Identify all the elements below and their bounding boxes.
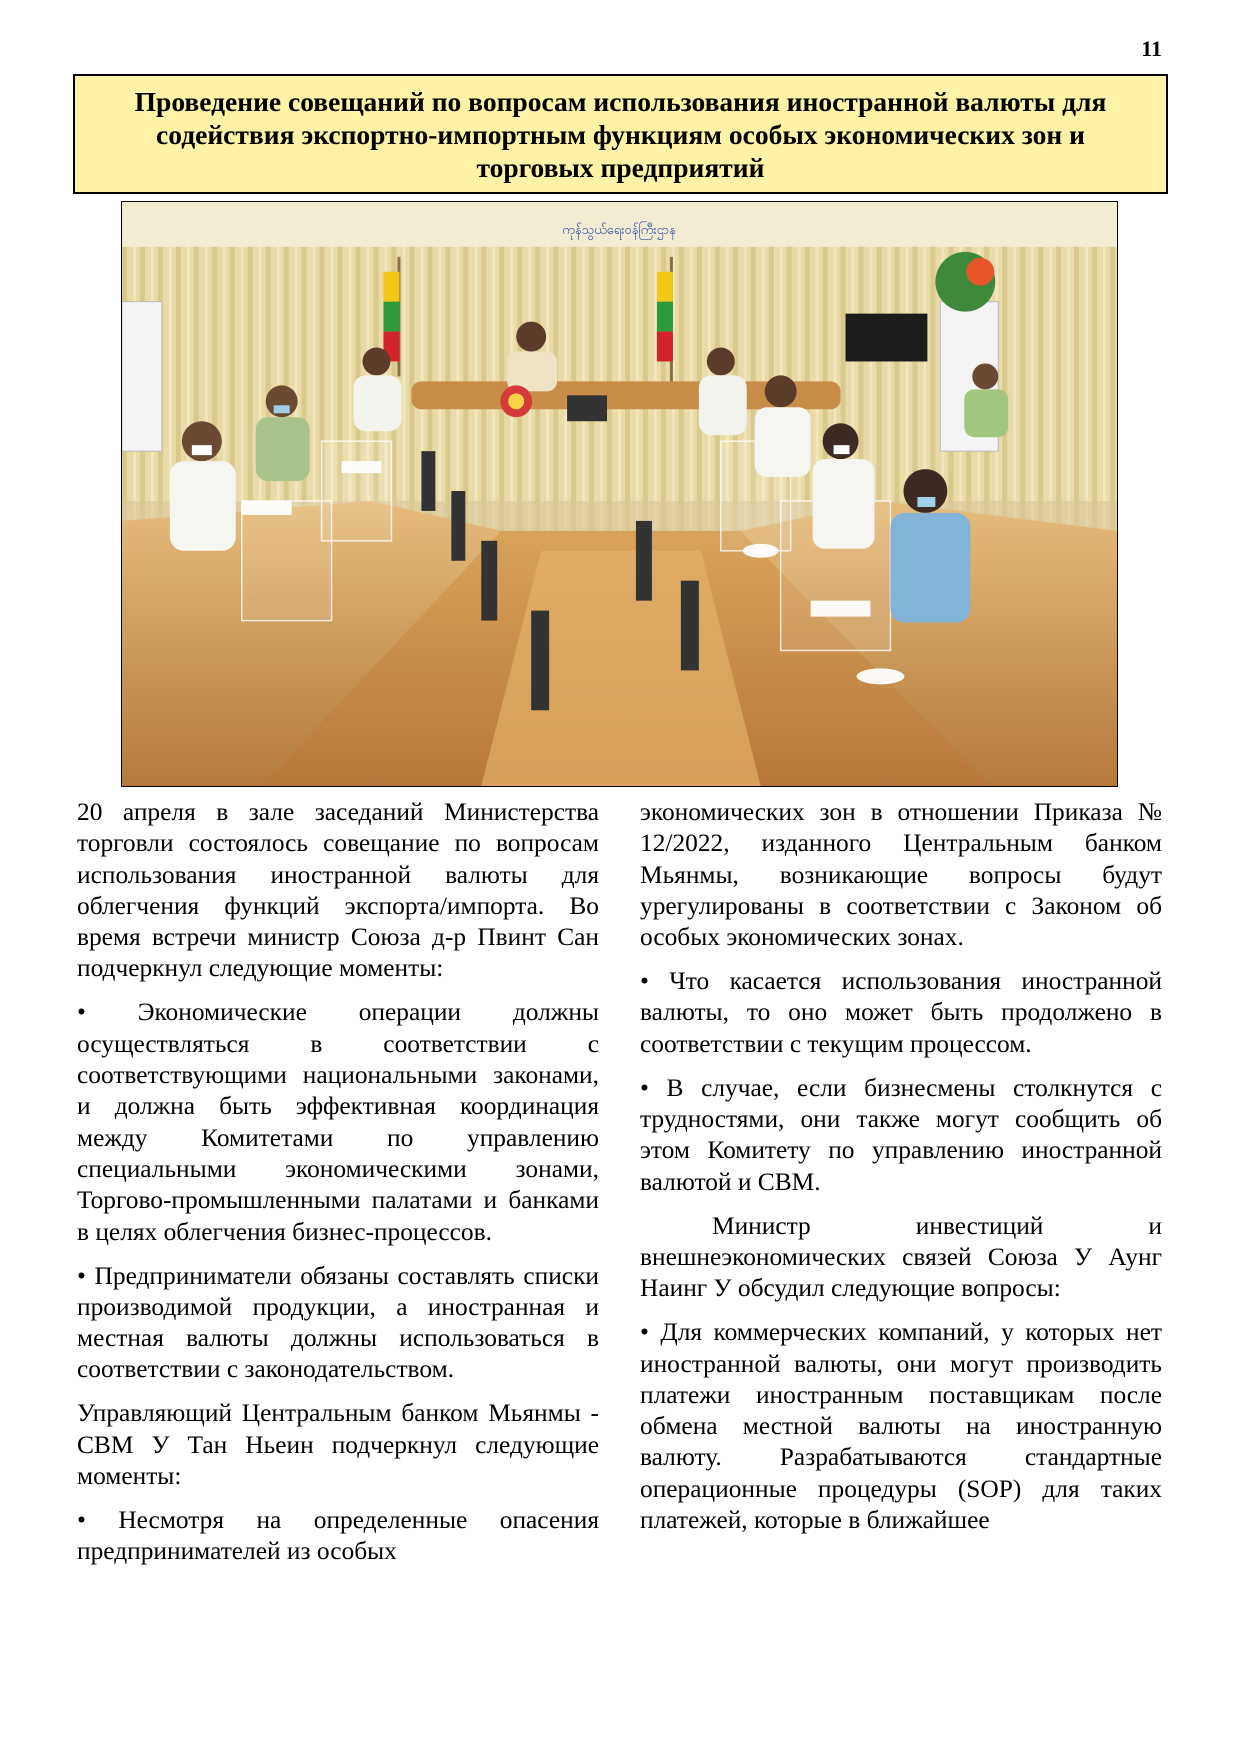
article-title-box <box>73 74 1168 194</box>
article-paragraph: 20 апреля в зале заседаний Министерства торговли состоялось совещание по вопросам использования иностранной валюты для облегчения функций экспорта/импорта. Во время встречи министр Союза д-р Пвинт Сан подчеркнул следующие моменты: <box>77 798 599 983</box>
article-bullet: • Несмотря на определенные опасения предпринимателей из особых <box>77 1505 599 1566</box>
page-number: 11 <box>1141 36 1162 61</box>
article-paragraph: Министр инвестиций и внешнеэкономических связей Союза У Аунг Наинг У обсудил следующие вопросы: <box>640 1211 1162 1303</box>
article-bullet: • Для коммерческих компаний, у которых нет иностранной валюты, они могут производить платежи иностранным поставщикам после обмена местной валюты на иностранную валюту. Разрабатываются стандартные операционные процедуры (SOP) для таких платежей, которые в ближайшее <box>640 1318 1162 1534</box>
banner-text: ကုန်သွယ်ရေးဝန်ကြီးဌာန <box>562 222 676 238</box>
article-paragraph: Управляющий Центральным банком Мьянмы - CBM У Тан Ньеин подчеркнул следующие моменты: <box>77 1399 599 1490</box>
article-bullet: • Экономические операции должны осуществляться в соответствии с соответствующими национальными законами, и должна быть эффективная координация между Комитетами по управлению специальными экономическими зонами, Торгово-промышленными палатами и банками в целях облегчения бизнес-процессов. <box>77 998 599 1246</box>
article-bullet: • Что касается использования иностранной валюты, то оно может быть продолжено в соответствии с текущим процессом. <box>640 967 1162 1058</box>
article-title: Проведение совещаний по вопросам использования иностранной валюты для содействия экспортно-импортным функциям особых экономических зон и торговых предприятий <box>134 85 1107 183</box>
article-paragraph: экономических зон в отношении Приказа № 12/2022, изданного Центральным банком Мьянмы, возникающие вопросы будут урегулированы в соответствии с Законом об особых экономических зонах. <box>640 798 1162 952</box>
meeting-photo-icon <box>122 202 1117 786</box>
article-right-column <box>640 797 1162 1549</box>
meeting-photo <box>121 201 1118 787</box>
article-bullet: • В случае, если бизнесмены столкнутся с трудностями, они также могут сообщить об этом Комитету по управлению иностранной валютой и CBM. <box>640 1073 1162 1196</box>
article-bullet: • Предприниматели обязаны составлять списки производимой продукции, а иностранная и местная валюты должны использоваться в соответствии с законодательством. <box>77 1261 599 1384</box>
article-left-column <box>77 797 599 1580</box>
